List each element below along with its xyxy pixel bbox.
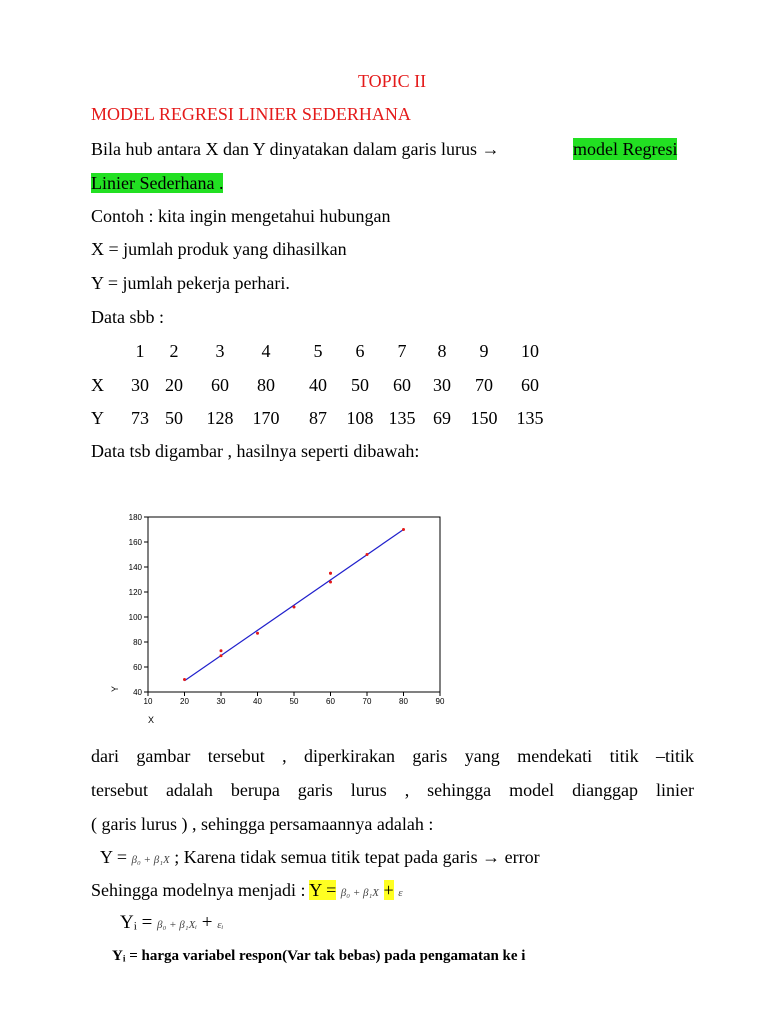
regression-line bbox=[185, 530, 404, 681]
table-cell-idx: 6 bbox=[355, 341, 365, 361]
eq1-error: error bbox=[504, 847, 540, 867]
table-cell-idx: 1 bbox=[135, 341, 145, 361]
table-cell-y: 128 bbox=[206, 408, 234, 428]
model-y: Y = bbox=[309, 880, 337, 900]
data-point bbox=[220, 654, 223, 657]
intro-text: Bila hub antara X dan Y dinyatakan dalam garis lurus bbox=[91, 139, 482, 159]
data-intro: Data sbb : bbox=[91, 307, 164, 327]
yi-equation bbox=[120, 912, 223, 936]
data-point bbox=[183, 678, 186, 681]
eq1-y: Y = bbox=[100, 847, 127, 867]
paragraph-intro bbox=[91, 138, 678, 160]
table-cell-x: 50 bbox=[351, 375, 369, 395]
eq1-text: ; Karena tidak semua titik tepat pada garis bbox=[174, 847, 483, 867]
table-cell-x: 40 bbox=[309, 375, 327, 395]
yi-epsilon: εᵢ bbox=[217, 919, 224, 931]
table-cell-idx: 2 bbox=[169, 341, 179, 361]
table-cell-y: 73 bbox=[131, 408, 149, 428]
table-cell-x: 60 bbox=[211, 375, 229, 395]
table-cell-y: 50 bbox=[165, 408, 183, 428]
table-cell-idx: 7 bbox=[397, 341, 407, 361]
page-title: TOPIC II bbox=[358, 71, 427, 91]
x-tick-label: 80 bbox=[399, 697, 408, 706]
section-heading: MODEL REGRESI LINIER SEDERHANA bbox=[91, 104, 411, 124]
table-cell-idx: 9 bbox=[479, 341, 489, 361]
y-tick-label: 140 bbox=[128, 563, 142, 572]
model-epsilon: ε bbox=[398, 887, 403, 899]
y-tick-label: 60 bbox=[133, 663, 142, 672]
x-axis-label: X bbox=[148, 715, 155, 725]
arrow-icon: → bbox=[481, 139, 500, 159]
table-cell-y: 87 bbox=[309, 408, 327, 428]
table-cell-y: 170 bbox=[252, 408, 280, 428]
paragraph-intro-2 bbox=[91, 172, 223, 194]
y-tick-label: 160 bbox=[128, 538, 142, 547]
table-cell-x: 30 bbox=[433, 375, 451, 395]
paragraph-2-line-3: ( garis lurus ) , sehingga persamaannya adalah : bbox=[91, 814, 434, 834]
data-point bbox=[329, 581, 332, 584]
table-cell-x: 60 bbox=[521, 375, 539, 395]
data-point bbox=[220, 649, 223, 652]
table-cell-idx: 5 bbox=[313, 341, 323, 361]
example-text: Contoh : kita ingin mengetahui hubungan bbox=[91, 206, 391, 226]
x-tick-label: 90 bbox=[435, 697, 445, 706]
yi-formula: β₀ + β₁Xᵢ bbox=[157, 919, 198, 931]
row-label-x: X bbox=[91, 375, 104, 395]
data-point bbox=[329, 572, 332, 575]
y-tick-label: 40 bbox=[133, 688, 142, 697]
model-equation bbox=[91, 879, 403, 904]
x-tick-label: 50 bbox=[289, 697, 299, 706]
chart-caption: Data tsb digambar , hasilnya seperti dibawah: bbox=[91, 441, 420, 461]
eq1-formula: β₀ + β₁X bbox=[131, 854, 170, 866]
paragraph-2-line-1: dari gambar tersebut , diperkirakan garis yang mendekati titik –titik bbox=[91, 746, 694, 766]
table-cell-x: 20 bbox=[165, 375, 183, 395]
data-point bbox=[293, 606, 296, 609]
table-cell-y: 108 bbox=[346, 408, 374, 428]
scatter-chart bbox=[100, 505, 460, 725]
table-cell-idx: 3 bbox=[215, 341, 225, 361]
table-cell-x: 80 bbox=[257, 375, 275, 395]
x-tick-label: 60 bbox=[326, 697, 335, 706]
highlight-model: model Regresi bbox=[573, 139, 678, 159]
model-text: Sehingga modelnya menjadi : bbox=[91, 880, 310, 900]
y-tick-label: 120 bbox=[128, 588, 142, 597]
table-cell-x: 70 bbox=[475, 375, 493, 395]
yi-plus: + bbox=[201, 912, 213, 933]
model-plus: + bbox=[383, 880, 394, 900]
table-cell-idx: 10 bbox=[521, 341, 539, 361]
y-tick-label: 80 bbox=[133, 638, 142, 647]
y-definition: Y = jumlah pekerja perhari. bbox=[91, 273, 290, 293]
table-cell-y: 69 bbox=[433, 408, 451, 428]
x-tick-label: 20 bbox=[180, 697, 189, 706]
data-point bbox=[366, 553, 369, 556]
table-cell-x: 60 bbox=[393, 375, 411, 395]
data-point bbox=[402, 528, 405, 531]
highlight-model-2: Linier Sederhana . bbox=[91, 173, 224, 193]
y-axis-label: Y bbox=[110, 685, 120, 692]
x-tick-label: 10 bbox=[143, 697, 153, 706]
y-tick-label: 100 bbox=[128, 613, 142, 622]
row-label-y: Y bbox=[91, 408, 104, 428]
yi-label: Yᵢ = bbox=[120, 912, 153, 933]
x-definition: X = jumlah produk yang dihasilkan bbox=[91, 239, 347, 259]
table-cell-idx: 8 bbox=[437, 341, 447, 361]
table-cell-idx: 4 bbox=[261, 341, 271, 361]
equation-1 bbox=[100, 846, 540, 871]
table-cell-x: 30 bbox=[131, 375, 149, 395]
yi-definition: Yᵢ = harga variabel respon(Var tak bebas) pada pengamatan ke i bbox=[112, 948, 526, 964]
x-tick-label: 30 bbox=[216, 697, 226, 706]
table-cell-y: 135 bbox=[388, 408, 416, 428]
paragraph-2-line-2: tersebut adalah berupa garis lurus , sehingga model dianggap linier bbox=[91, 780, 694, 800]
table-cell-y: 150 bbox=[470, 408, 498, 428]
y-tick-label: 180 bbox=[128, 513, 142, 522]
x-tick-label: 40 bbox=[253, 697, 262, 706]
x-tick-label: 70 bbox=[362, 697, 372, 706]
table-cell-y: 135 bbox=[516, 408, 544, 428]
data-point bbox=[256, 632, 259, 635]
model-formula: β₀ + β₁X bbox=[340, 887, 380, 899]
arrow-icon: → bbox=[482, 847, 501, 867]
